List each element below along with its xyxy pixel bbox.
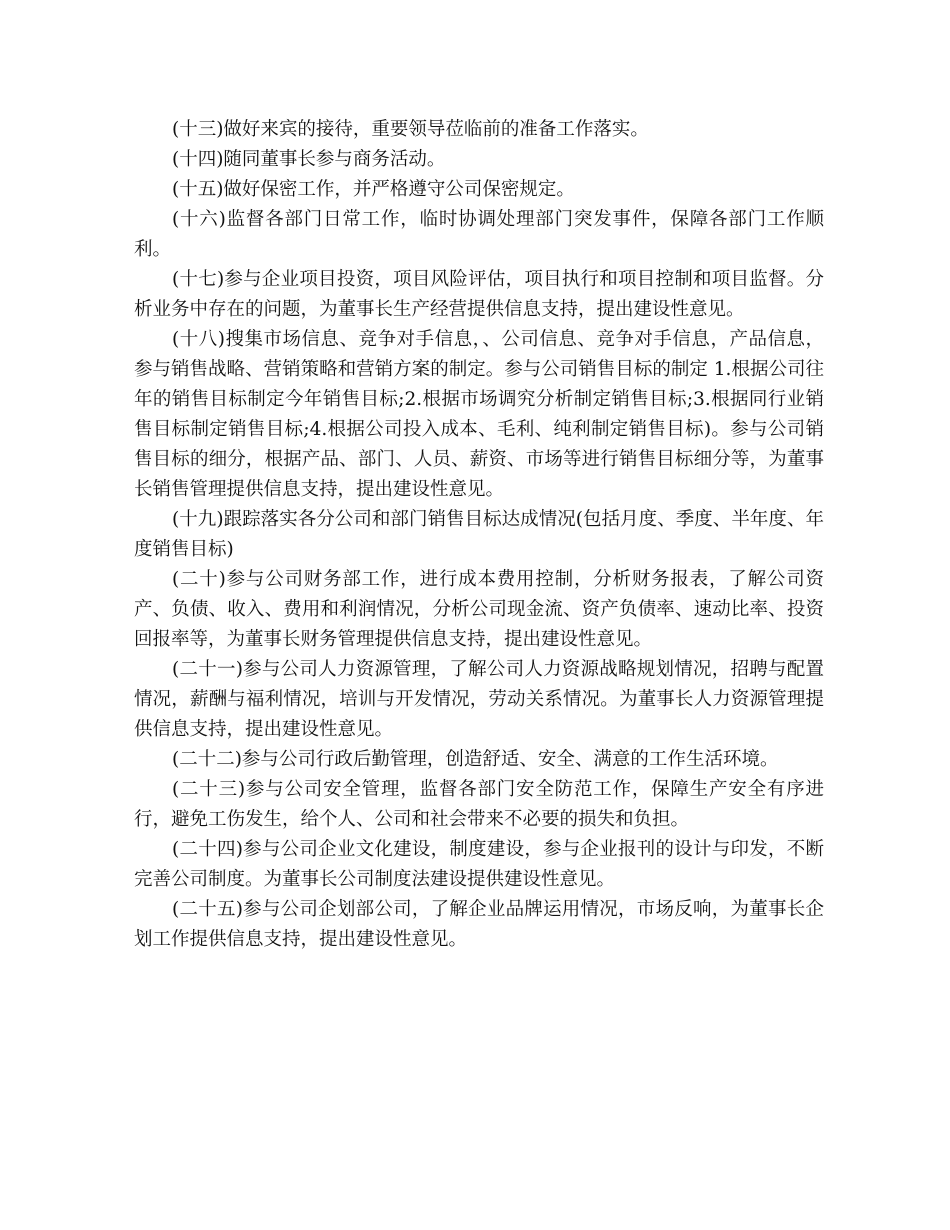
paragraph-14: (十四)随同董事长参与商务活动。 (172, 149, 446, 170)
paragraph-23: (二十三)参与公司安全管理，监督各部门安全防范工作，保障生产安全有序进行，避免工伤发生，给个人、公司和社会带来不必要的损失和负担。 (134, 779, 824, 830)
paragraph-21: (二十一)参与公司人力资源管理，了解公司人力资源战略规划情况，招聘与配置情况，薪酬与福利情况，培训与开发情况，劳动关系情况。为董事长人力资源管理提供信息支持，提出建设性意见。 (134, 659, 824, 740)
paragraph-13: (十三)做好来宾的接待，重要领导莅临前的准备工作落实。 (172, 119, 649, 140)
paragraph-19: (十九)跟踪落实各分公司和部门销售目标达成情况(包括月度、季度、半年度、年度销售目标) (134, 509, 824, 560)
paragraph-20: (二十)参与公司财务部工作，进行成本费用控制，分析财务报表，了解公司资产、负债、收入、费用和利润情况，分析公司现金流、资产负债率、速动比率、投资回报率等，为董事长财务管理提供信息支持，提出建设性意见。 (134, 569, 824, 650)
paragraph-22: (二十二)参与公司行政后勤管理，创造舒适、安全、满意的工作生活环境。 (172, 749, 779, 770)
paragraph-17: (十七)参与企业项目投资，项目风险评估，项目执行和项目控制和项目监督。分析业务中存在的问题，为董事长生产经营提供信息支持，提出建设性意见。 (134, 269, 824, 320)
paragraph-15: (十五)做好保密工作，并严格遵守公司保密规定。 (172, 179, 575, 200)
paragraph-16: (十六)监督各部门日常工作，临时协调处理部门突发事件，保障各部门工作顺利。 (134, 209, 824, 260)
paragraph-24: (二十四)参与公司企业文化建设，制度建设，参与企业报刊的设计与印发，不断完善公司制度。为董事长公司制度法建设提供建设性意见。 (134, 839, 824, 890)
document-body (134, 115, 824, 955)
paragraph-25: (二十五)参与公司企划部公司，了解企业品牌运用情况，市场反响，为董事长企划工作提供信息支持，提出建设性意见。 (134, 899, 824, 950)
paragraph-18: (十八)搜集市场信息、竞争对手信息，、公司信息、竞争对手信息，产品信息，参与销售战略、营销策略和营销方案的制定。参与公司销售目标的制定 1.根据公司往年的销售目标制定今年销售目标;2.根据市场调究分析制定销售目标;3.根据同行业销售目标制定销售目标;4.根据公司投入成本、毛利、纯利制定销售目标)。参与公司销售目标的细分，根据产品、部门、人员、薪资、市场等进行销售目标细分等，为董事长销售管理提供信息支持，提出建设性意见。 (134, 329, 824, 500)
